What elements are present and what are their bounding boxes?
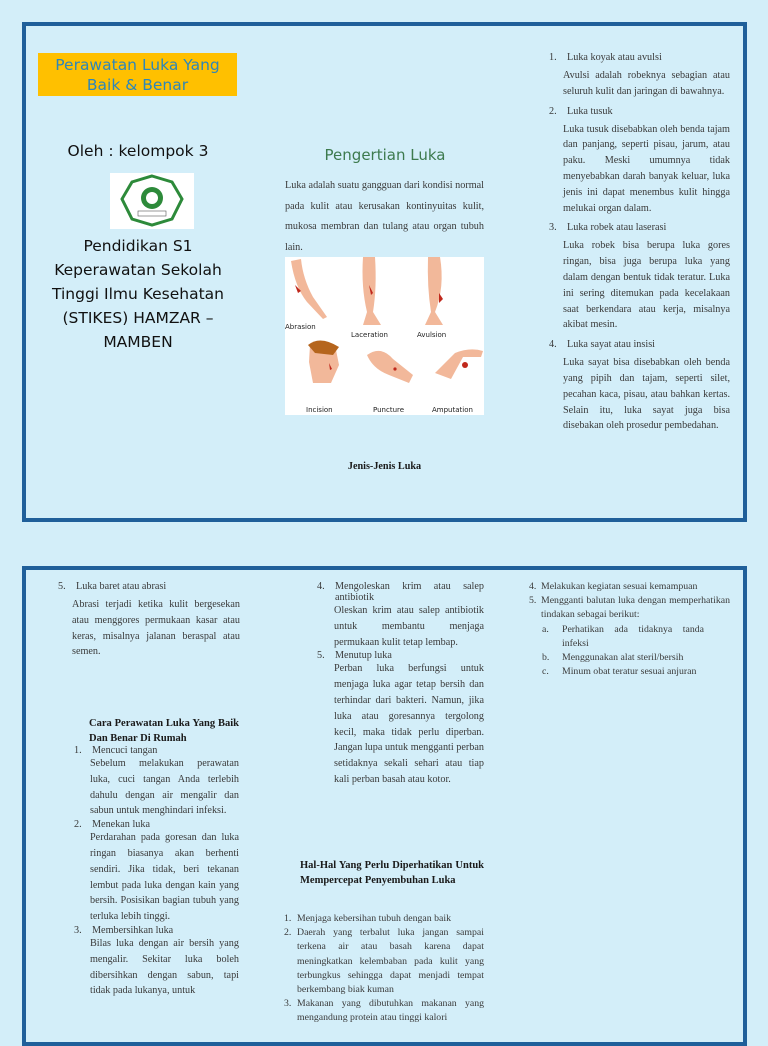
list-item: 2. Luka tusuk Luka tusuk disebabkan oleh benda tajam dan panjang, seperti pisau, jarum, atau paku. Meski umumnya tidak menyebabkan darah banyak keluar, luka jenis ini dapat menembus kulit hingga melukai organ dalam. [549,105,730,214]
school-logo [110,173,194,229]
image-label-laceration: Laceration [351,331,388,339]
image-label-abrasion: Abrasion [285,323,316,331]
image-label-puncture: Puncture [373,406,405,414]
image-label-avulsion: Avulsion [417,331,447,339]
list-item: 1. Luka koyak atau avulsi Avulsi adalah robeknya sebagian atau seluruh kulit dan jaringan di bawahnya. [549,52,730,97]
image-label-amputation: Amputation [432,406,473,414]
definition-paragraph: Luka adalah suatu gangguan dari kondisi normal pada kulit atau kerusakan kontinyuitas kulit, mukosa membran dan tulang atau organ tubuh lain. [285,180,484,253]
abrasion-item: 5. Luka baret atau abrasi Abrasi terjadi ketika kulit bergesekan atau menggores permukaan kasar atau keras, misalnya jalanan beraspal atau semen. [58,581,240,658]
list-item: 4. Mengoleskan krim atau salep antibiotik Oleskan krim atau salep antibiotik untuk membantu menjaga permukaan kulit tetap lembap. [317,581,484,648]
list-item: 2. Menekan luka Perdarahan pada goresan dan luka ringan biasanya akan berhenti sendiri. Jika tidak, beri tekanan lembut pada luka dengan kain yang bersih. Posisikan bagian tubuh yang terluka lebih tinggi. [74,819,239,923]
wound-types-image [285,257,484,415]
care-steps-continued [317,581,484,788]
list-item: 5. Menutup luka Perban luka berfungsi untuk menjaga luka agar tetap bersih dan terhindar dari bakteri. Namun, jika luka atau goresannya tergolong kecil, maka tidak perlu diperban. Jangan lupa untuk mengganti perban setidaknya sekali sehari atau tiap kali perban basah atau kotor. [317,650,484,785]
definition-heading: Pengertian Luka [324,146,446,164]
healing-heading: Hal-Hal Yang Perlu Diperhatikan Untuk Mempercepat Penyembuhan Luka [300,860,484,886]
list-item: 1. Mencuci tangan Sebelum melakukan perawatan luka, cuci tangan Anda terlebih dahulu dengan air mengalir dan sabun untuk menghindari infeksi. [74,745,239,817]
wound-types-list [549,52,730,440]
care-heading: Cara Perawatan Luka Yang Baik Dan Benar Di Rumah [89,718,239,744]
healing-list-continued [529,580,730,679]
list-item: 3. Luka robek atau laserasi Luka robek bisa berupa luka gores ringan, bisa juga berupa luka yang dalam dengan bentuk tidak teratur. Luka ini sering ditemukan pada kecelakaan saat berkendara atau kerja, misalnya akibat mesin. [549,222,730,331]
list-item: 3. Membersihkan luka Bilas luka dengan air bersih yang mengalir. Sekitar luka boleh dibersihkan dengan sabun, tapi tidak pada lukanya, untuk [74,924,239,997]
image-label-incision: Incision [306,406,333,414]
list-item: 3. Makanan yang dibutuhkan makanan yang mengandung protein atau tinggi kalori [284,998,484,1024]
healing-list [284,912,484,1026]
list-item: 5. Mengganti balutan luka dengan memperhatikan tindakan sebagai berikut: [529,595,730,621]
care-steps-list [74,745,239,999]
brochure-title: Perawatan Luka Yang Baik & Benar [38,53,237,96]
institution-name: Pendidikan S1 Keperawatan Sekolah Tinggi Ilmu Kesehatan (STIKES) HAMZAR – MAMBEN [51,237,225,351]
sub-list-item: b. Menggunakan alat steril/bersih [542,652,684,664]
author-line: Oleh : kelompok 3 [67,142,209,160]
list-item: 2. Daerah yang terbalut luka jangan sampai terkena air atau basah karena dapat meningkatkan kelembaban pada kulit yang terbungkus sehingga dapat menjadi tempat berkembang biak kuman [284,927,484,996]
image-caption: Jenis-Jenis Luka [347,461,422,472]
list-item: 4. Luka sayat atau insisi Luka sayat bisa disebabkan oleh benda yang pipih dan tajam, seperti silet, pecahan kaca, pisau, atau bahkan kertas. Selain itu, luka sayat juga bisa disebakan oleh prosedur pembedahan. [549,339,730,432]
list-item: 4. Melakukan kegiatan sesuai kemampuan [529,581,698,592]
list-item: 1. Menjaga kebersihan tubuh dengan baik [284,913,451,924]
sub-list-item: c. Minum obat teratur sesuai anjuran [542,666,697,678]
sub-list-item: a. Perhatikan ada tidaknya tanda infeksi [542,623,704,649]
